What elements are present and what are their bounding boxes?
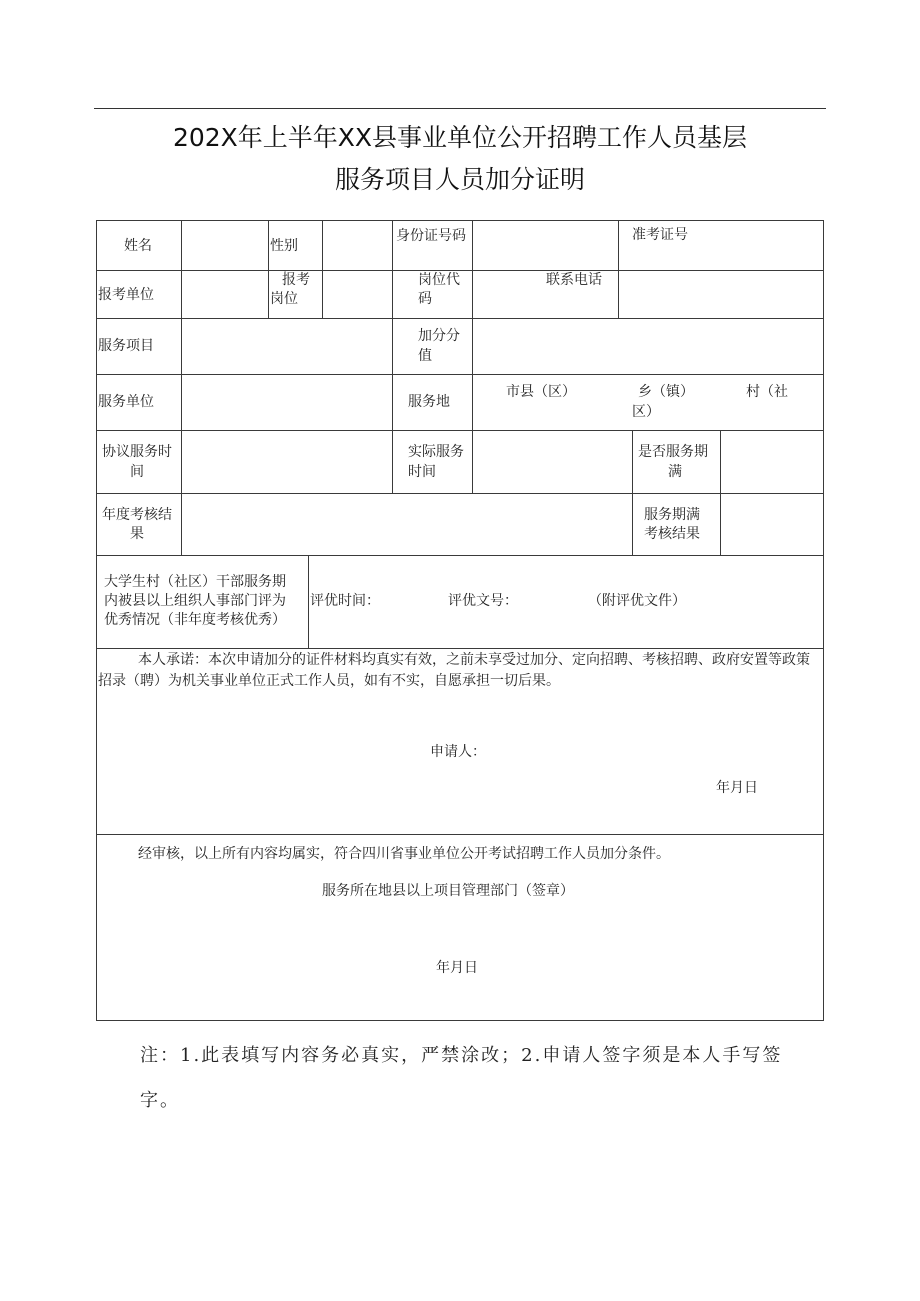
row-border: [96, 648, 824, 649]
apply-unit-label: 报考单位: [98, 287, 154, 303]
agreed-service-time-label: 间: [130, 464, 144, 480]
apply-post-label: 岗位: [270, 291, 298, 307]
bonus-certificate-form: [96, 220, 824, 1021]
actual-service-time-label: 时间: [408, 464, 436, 480]
evaluation-attachment-label: （附评优文件）: [588, 593, 686, 609]
applicant-pledge-text: 本人承诺：本次申请加分的证件材料均真实有效，之前未享受过加分、定向招聘、考核招聘、政府安置等政策招录（聘）为机关事业单位正式工作人员，如有不实，自愿承担一切后果。: [98, 652, 810, 689]
excellent-record-label: 内被县以上组织人事部门评为: [104, 593, 286, 609]
place-city: 市县（区）: [506, 384, 576, 400]
review-date: 年月日: [436, 960, 478, 976]
ticket-number-label: 准考证号: [632, 227, 688, 243]
col-border: [720, 430, 721, 555]
col-border: [322, 220, 323, 318]
evaluation-time-label: 评优时间：: [310, 593, 380, 609]
footnote-line1: 注：1.此表填写内容务必真实，严禁涂改；2.申请人签字须是本人手写签: [140, 1045, 783, 1066]
place-town: 乡（镇）: [638, 384, 694, 400]
applicant-signature-label: 申请人：: [430, 744, 486, 760]
phone-label: 联系电话: [546, 272, 602, 288]
agreed-service-time-label: 协议服务时: [102, 444, 172, 460]
bonus-points-label: 值: [418, 348, 432, 364]
col-border: [472, 220, 473, 493]
row-border: [96, 318, 824, 319]
service-expired-label: 满: [668, 464, 682, 480]
review-text: 经审核，以上所有内容均属实，符合四川省事业单位公开考试招聘工作人员加分条件。: [138, 846, 670, 862]
row-border: [96, 834, 824, 835]
header-rule: [94, 108, 826, 109]
post-code-label: 岗位代: [418, 272, 460, 288]
post-code-label: 码: [418, 291, 432, 307]
col-border: [181, 220, 182, 555]
col-border: [632, 430, 633, 555]
service-place-label: 服务地: [408, 394, 450, 410]
row-border: [96, 555, 824, 556]
service-expired-label: 是否服务期: [638, 444, 708, 460]
col-border: [308, 555, 309, 648]
row-border: [96, 430, 824, 431]
apply-post-label: 报考: [282, 272, 310, 288]
page-title-line1: 202X年上半年XX县事业单位公开招聘工作人员基层: [172, 123, 748, 152]
id-number-label: 身份证号码: [396, 228, 466, 244]
review-department-seal: 服务所在地县以上项目管理部门（签章）: [322, 883, 574, 899]
service-unit-label: 服务单位: [98, 394, 154, 410]
annual-assessment-label: 年度考核结: [102, 507, 172, 523]
service-project-label: 服务项目: [98, 338, 154, 354]
actual-service-time-label: 实际服务: [408, 444, 464, 460]
row-border: [96, 270, 824, 271]
place-village: 区）: [632, 404, 660, 420]
row-border: [96, 493, 824, 494]
final-assessment-label: 考核结果: [644, 526, 700, 542]
col-border: [96, 220, 97, 1021]
col-border: [268, 220, 269, 318]
row-border: [96, 374, 824, 375]
excellent-record-label: 大学生村（社区）干部服务期: [104, 574, 286, 590]
excellent-record-label: 优秀情况（非年度考核优秀）: [104, 612, 286, 628]
place-village: 村（社: [746, 384, 788, 400]
pledge-date: 年月日: [716, 780, 758, 796]
evaluation-doc-label: 评优文号：: [448, 593, 518, 609]
row-border: [96, 220, 824, 221]
footnote-line2: 字。: [140, 1090, 180, 1111]
col-border: [392, 220, 393, 493]
final-assessment-label: 服务期满: [644, 507, 700, 523]
name-label: 姓名: [124, 238, 152, 254]
row-border: [96, 1020, 824, 1021]
col-border: [618, 220, 619, 318]
page-title-line2: 服务项目人员加分证明: [334, 165, 585, 194]
gender-label: 性别: [270, 238, 298, 254]
bonus-points-label: 加分分: [418, 328, 460, 344]
col-border: [823, 220, 824, 1021]
annual-assessment-label: 果: [130, 526, 144, 542]
